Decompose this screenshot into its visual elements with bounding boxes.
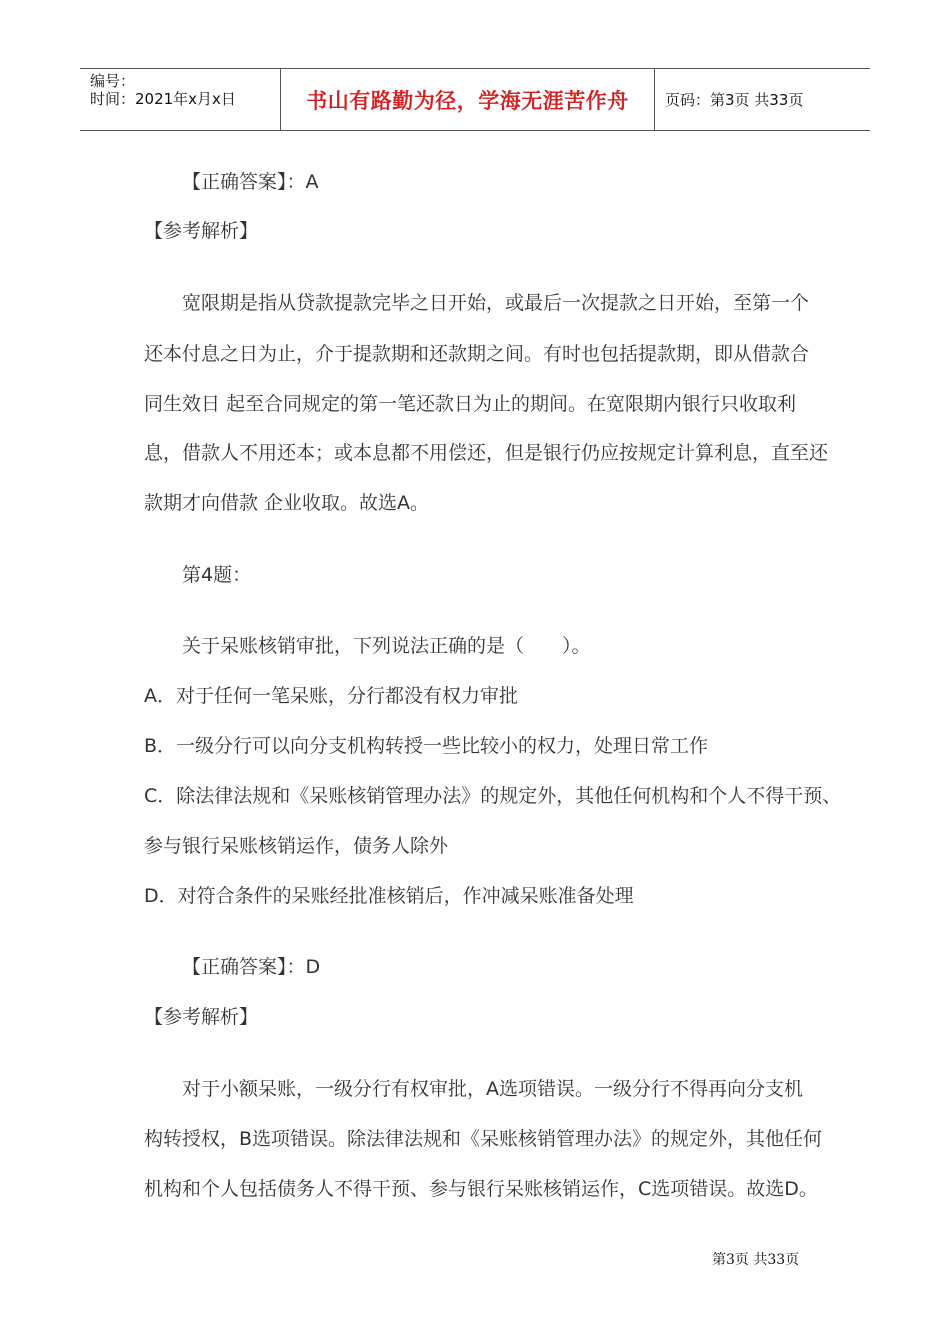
q4-analysis-line: 机构和个人包括债务人不得干预、参与银行呆账核销运作，C选项错误。故选D。: [144, 1178, 818, 1200]
q4-option-d: D．对符合条件的呆账经批准核销后，作冲减呆账准备处理: [144, 885, 634, 907]
q4-number: 第4题：: [182, 564, 252, 586]
header-meta-cell: [80, 69, 281, 130]
page-footer: 第3页 共33页: [712, 1252, 800, 1268]
q4-option-c: C．除法律法规和《呆账核销管理办法》的规定外，其他任何机构和个人不得干预、: [144, 785, 842, 807]
q3-analysis-line: 还本付息之日为止，介于提款期和还款期之间。有时也包括提款期，即从借款合: [144, 343, 810, 365]
q3-analysis-line: 宽限期是指从贷款提款完毕之日开始，或最后一次提款之日开始，至第一个: [182, 292, 810, 314]
document-header: [80, 68, 870, 131]
header-motto: 书山有路勤为径，学海无涯苦作舟: [306, 87, 629, 113]
q4-option-a: A．对于任何一笔呆账，分行都没有权力审批: [144, 685, 518, 707]
q4-analysis-line: 对于小额呆账，一级分行有权审批，A选项错误。一级分行不得再向分支机: [182, 1078, 803, 1100]
doc-time-label: 时间：2021年x月x日: [90, 90, 236, 108]
header-page-info: 页码：第3页 共33页: [665, 91, 804, 109]
q4-analysis-line: 构转授权，B选项错误。除法律法规和《呆账核销管理办法》的规定外，其他任何: [144, 1128, 823, 1150]
q4-analysis-label: 【参考解析】: [144, 1006, 259, 1028]
q3-analysis-line: 同生效日 起至合同规定的第一笔还款日为止的期间。在宽限期内银行只收取利: [144, 393, 797, 415]
q3-analysis-line: 息，借款人不用还本；或本息都不用偿还，但是银行仍应按规定计算利息，直至还: [144, 442, 829, 464]
q3-analysis-line: 款期才向借款 企业收取。故选A。: [144, 492, 430, 514]
doc-code-label: 编号：: [90, 72, 136, 90]
q3-analysis-label: 【参考解析】: [144, 220, 259, 242]
header-page-cell: [655, 69, 870, 130]
q3-answer: 【正确答案】：A: [182, 171, 319, 193]
q4-question: 关于呆账核销审批，下列说法正确的是（ ）。: [182, 635, 591, 657]
q4-option-b: B．一级分行可以向分支机构转授一些比较小的权力，处理日常工作: [144, 735, 709, 757]
q4-answer: 【正确答案】：D: [182, 956, 321, 978]
q4-option-c-cont: 参与银行呆账核销运作，债务人除外: [144, 835, 449, 857]
header-motto-cell: [281, 69, 655, 130]
